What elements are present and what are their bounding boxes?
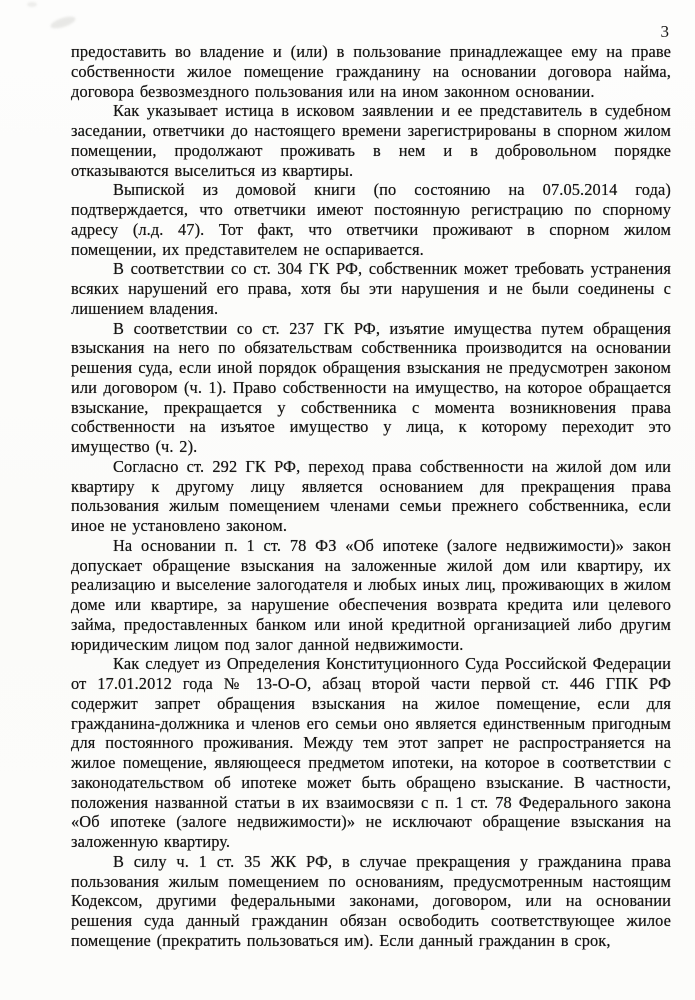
scan-artifact	[49, 14, 77, 31]
document-body	[71, 42, 671, 951]
paragraph-2: Как указывает истица в исковом заявлении и ее представитель в судебном заседании, ответчики до настоящего времени зарегистрированы в спорном жилом помещении, продолжают проживать в нем и в добровольном порядке отказываются выселиться из квартиры.	[71, 101, 671, 180]
scan-artifact	[27, 2, 37, 7]
paragraph-5: В соответствии со ст. 237 ГК РФ, изъятие имущества путем обращения взыскания на него по обязательствам собственника производится на основании решения суда, если иной порядок обращения взыскания не предусмотрен законом или договором (ч. 1). Право собственности на имущество, на которое обращается взыскание, прекращается у собственника с момента возникновения права собственности на изъятое имущество у лица, к которому переходит это имущество (ч. 2).	[71, 318, 671, 456]
paragraph-6: Согласно ст. 292 ГК РФ, переход права собственности на жилой дом или квартиру к другому лицу является основанием для прекращения права пользования жилым помещением членами семьи прежнего собственника, если иное не установлено законом.	[71, 456, 671, 535]
paragraph-8: Как следует из Определения Конституционного Суда Российской Федерации от 17.01.2012 года № 13-О-О, абзац второй части первой ст. 446 ГПК РФ содержит запрет обращения взыскания на жилое помещение, если для гражданина-должника и членов его семьи оно является единственным пригодным для постоянного проживания. Между тем этот запрет не распространяется на жилое помещение, являющееся предметом ипотеки, на которое в соответствии с законодательством об ипотеке может быть обращено взыскание. В частности, положения названной статьи в их взаимосвязи с п. 1 ст. 78 Федерального закона «Об ипотеке (залоге недвижимости)» не исключают обращение взыскания на заложенную квартиру.	[71, 654, 671, 851]
paragraph-1: предоставить во владение и (или) в пользование принадлежащее ему на праве собственности жилое помещение гражданину на основании договора найма, договора безвозмездного пользования или на ином законном основании.	[71, 42, 671, 101]
paragraph-3: Выпиской из домовой книги (по состоянию на 07.05.2014 года) подтверждается, что ответчики имеют постоянную регистрацию по спорному адресу (л.д. 47). Тот факт, что ответчики проживают в спорном жилом помещении, их представителем не оспаривается.	[71, 180, 671, 259]
paragraph-4: В соответствии со ст. 304 ГК РФ, собственник может требовать устранения всяких нарушений его права, хотя бы эти нарушения и не были соединены с лишением владения.	[71, 259, 671, 318]
paragraph-7: На основании п. 1 ст. 78 ФЗ «Об ипотеке (залоге недвижимости)» закон допускает обращение взыскания на заложенные жилой дом или квартиру, их реализацию и выселение залогодателя и любых иных лиц, проживающих в жилом доме или квартире, за нарушение обеспечения возврата кредита или целевого займа, предоставленных банком или иной кредитной организацией либо другим юридическим лицом под залог данной недвижимости.	[71, 535, 671, 654]
paragraph-9: В силу ч. 1 ст. 35 ЖК РФ, в случае прекращения у гражданина права пользования жилым помещением по основаниям, предусмотренным настоящим Кодексом, другими федеральными законами, договором, или на основании решения суда данный гражданин обязан освободить соответствующее жилое помещение (прекратить пользоваться им). Если данный гражданин в срок,	[71, 851, 671, 950]
page-number: 3	[660, 22, 669, 41]
